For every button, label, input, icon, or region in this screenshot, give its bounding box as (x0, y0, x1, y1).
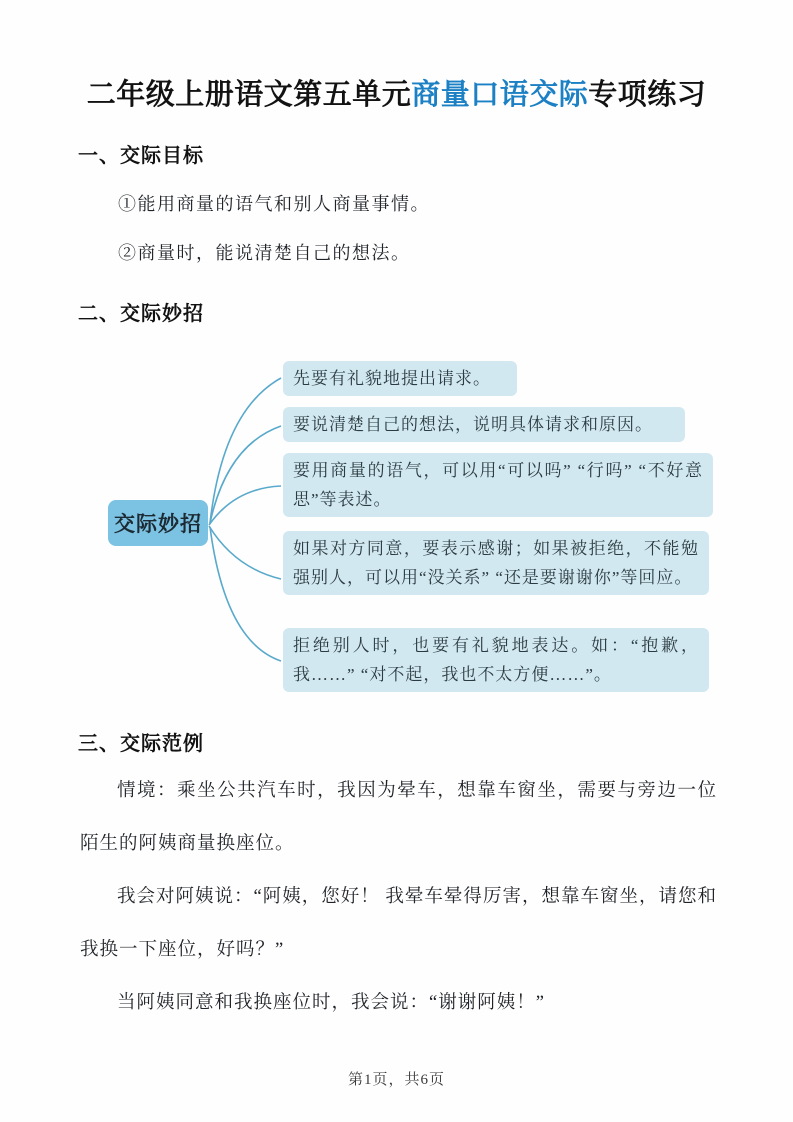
mindmap-root-node: 交际妙招 (108, 500, 208, 546)
mindmap-branch-box: 要用商量的语气，可以用“可以吗” “行吗” “不好意思”等表述。 (283, 453, 713, 517)
example-paragraph: 情境：乘坐公共汽车时，我因为晕车，想靠车窗坐，需要与旁边一位陌生的阿姨商量换座位。 (80, 781, 717, 854)
section-heading-tips: 二、交际妙招 (78, 303, 204, 325)
example-paragraph: 我会对阿姨说：“阿姨，您好！ 我晕车晕得厉害，想靠车窗坐，请您和我换一下座位，好吗？” (80, 887, 717, 960)
page-title-suffix: 专项练习 (588, 79, 707, 111)
goal-item: ②商量时，能说清楚自己的想法。 (118, 243, 411, 263)
branch-connector (210, 426, 281, 523)
page-title-prefix: 二年级上册语文第五单元 (86, 79, 412, 111)
mindmap-branch-box: 拒绝别人时，也要有礼貌地表达。如：“抱歉，我……” “对不起，我也不太方便……”。 (283, 628, 709, 692)
mindmap-branch-box: 先要有礼貌地提出请求。 (283, 361, 517, 396)
page-footer: 第1页，共6页 (347, 1072, 445, 1088)
example-paragraph: 当阿姨同意和我换座位时，我会说：“谢谢阿姨！” (117, 993, 545, 1013)
mindmap-branch-box: 如果对方同意，要表示感谢；如果被拒绝，不能勉强别人，可以用“没关系” “还是要谢谢你”等回应。 (283, 531, 709, 595)
branch-connector (210, 527, 281, 661)
section-heading-example: 三、交际范例 (78, 733, 204, 755)
branch-connector (209, 526, 281, 579)
example-body (80, 765, 717, 1030)
mindmap-branch-box: 要说清楚自己的想法，说明具体请求和原因。 (283, 407, 685, 442)
page-title (0, 72, 793, 113)
branch-connector (210, 378, 281, 523)
mindmap (95, 350, 735, 710)
goal-item: ①能用商量的语气和别人商量事情。 (118, 194, 430, 214)
page-title-highlight: 商量口语交际 (411, 79, 589, 111)
section-heading-goals: 一、交际目标 (78, 145, 204, 167)
